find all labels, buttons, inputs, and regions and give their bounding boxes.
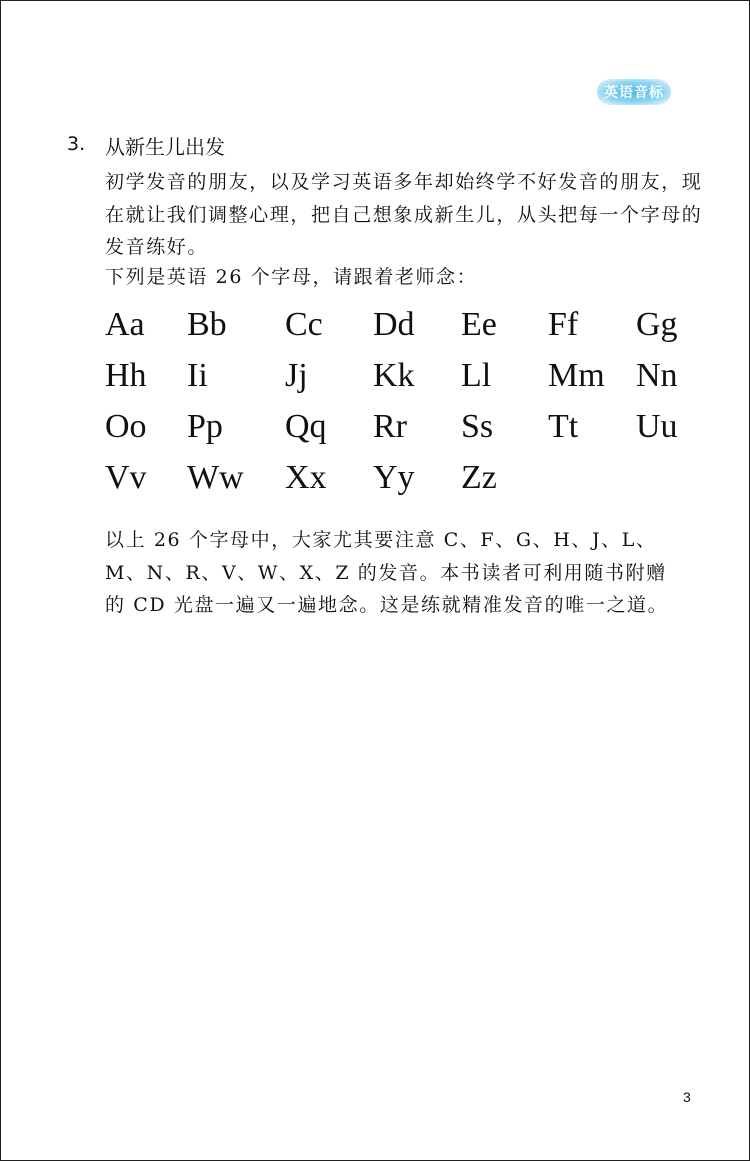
letter-Xx: Xx bbox=[285, 459, 327, 496]
letter-Nn: Nn bbox=[636, 357, 678, 394]
page-number: 3 bbox=[683, 1089, 691, 1105]
letter-Ww: Ww bbox=[187, 459, 244, 496]
chapter-badge-label: 英语音标 bbox=[604, 85, 664, 101]
intro-line-1: 初学发音的朋友，以及学习英语多年却始终学不好发音的朋友，现 bbox=[105, 171, 703, 193]
alphabet-prompt: 下列是英语 26 个字母，请跟着老师念： bbox=[105, 266, 478, 288]
letter-Qq: Qq bbox=[285, 408, 327, 445]
note-line-2: M、N、R、V、W、X、Z 的发音。本书读者可利用随书附赠 bbox=[105, 562, 667, 584]
letter-Kk: Kk bbox=[373, 357, 415, 394]
note-line-3: 的 CD 光盘一遍又一遍地念。这是练就精准发音的唯一之道。 bbox=[105, 594, 669, 616]
letter-Ss: Ss bbox=[461, 408, 494, 445]
letter-Vv: Vv bbox=[105, 459, 147, 496]
letter-Rr: Rr bbox=[373, 408, 407, 445]
note-line-1: 以上 26 个字母中，大家尤其要注意 C、F、G、H、J、L、 bbox=[105, 529, 657, 551]
letter-Zz: Zz bbox=[461, 459, 497, 496]
letter-Yy: Yy bbox=[373, 459, 415, 496]
letter-Mm: Mm bbox=[548, 357, 605, 394]
letter-Gg: Gg bbox=[636, 306, 678, 343]
letter-Bb: Bb bbox=[187, 306, 227, 343]
intro-line-2: 在就让我们调整心理，把自己想象成新生儿，从头把每一个字母的 bbox=[105, 204, 703, 226]
letter-Pp: Pp bbox=[187, 408, 223, 445]
letter-Ll: Ll bbox=[461, 357, 492, 394]
section-title: 从新生儿出发 bbox=[105, 135, 225, 159]
letter-Aa: Aa bbox=[105, 306, 145, 343]
letter-Hh: Hh bbox=[105, 357, 147, 394]
letter-Ii: Ii bbox=[187, 357, 208, 394]
letter-Tt: Tt bbox=[548, 408, 579, 445]
section-number: 3. bbox=[67, 133, 86, 155]
intro-line-3: 发音练好。 bbox=[105, 236, 209, 258]
letter-Cc: Cc bbox=[285, 306, 323, 343]
letter-Ee: Ee bbox=[461, 306, 497, 343]
letter-Oo: Oo bbox=[105, 408, 147, 445]
chapter-badge bbox=[597, 79, 671, 105]
letter-Dd: Dd bbox=[373, 306, 415, 343]
letter-Ff: Ff bbox=[548, 306, 579, 343]
letter-Jj: Jj bbox=[285, 357, 308, 394]
letter-Uu: Uu bbox=[636, 408, 678, 445]
